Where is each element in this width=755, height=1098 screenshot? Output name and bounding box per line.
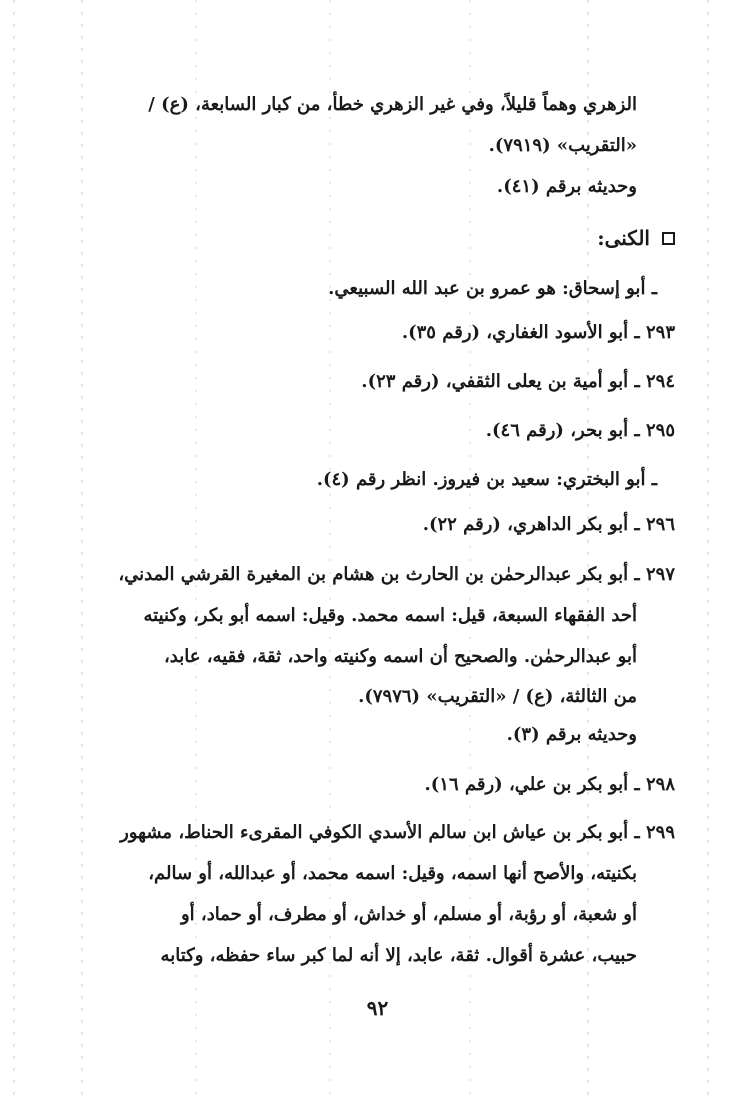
entry-293: ٢٩٣ ـ أبو الأسود الغفاري، (رقم ٣٥). <box>401 322 675 343</box>
text-line: حبيب، عشرة أقوال. ثقة، عابد، إلا أنه لما كبر ساء حفظه، وكتابه <box>160 945 637 966</box>
entry-297: ٢٩٧ ـ أبو بكر عبدالرحمٰن بن الحارث بن هشام بن المغيرة القرشي المدني، <box>118 564 675 585</box>
text-line: من الثالثة، (ع) / «التقريب» (٧٩٧٦). <box>358 686 637 707</box>
text-line: بكنيته، والأصح أنها اسمه، وقيل: اسمه محمد، أو عبدالله، أو سالم، <box>148 863 637 884</box>
page-number: ٩٢ <box>366 996 389 1020</box>
kuna-heading <box>597 225 675 251</box>
text-line: ـ أبو إسحاق: هو عمرو بن عبد الله السبيعي. <box>328 278 657 299</box>
entry-299: ٢٩٩ ـ أبو بكر بن عياش ابن سالم الأسدي الكوفي المقرىء الحناط، مشهور <box>120 822 675 843</box>
text-line: أبو عبدالرحمٰن. والصحيح أن اسمه وكنيته واحد، ثقة، فقيه، عابد، <box>163 646 637 667</box>
text-line: أو شعبة، أو رؤبة، أو مسلم، أو خداش، أو مطرف، أو حماد، أو <box>180 904 637 925</box>
square-icon <box>662 232 675 245</box>
text-line: وحديثه برقم (٣). <box>506 724 637 745</box>
entry-298: ٢٩٨ ـ أبو بكر بن علي، (رقم ١٦). <box>424 774 675 795</box>
text-line: ـ أبو البختري: سعيد بن فيروز. انظر رقم (٤). <box>316 469 657 490</box>
kuna-heading-text: الكنى: <box>597 226 650 250</box>
text-line: وحديثه برقم (٤١). <box>496 176 637 197</box>
entry-296: ٢٩٦ ـ أبو بكر الداهري، (رقم ٢٢). <box>422 514 675 535</box>
text-line: أحد الفقهاء السبعة، قيل: اسمه محمد. وقيل: اسمه أبو بكر، وكنيته <box>143 605 637 626</box>
text-line: «التقريب» (٧٩١٩). <box>488 135 637 156</box>
entry-295: ٢٩٥ ـ أبو بحر، (رقم ٤٦). <box>485 420 675 441</box>
entry-294: ٢٩٤ ـ أبو أمية بن يعلى الثقفي، (رقم ٢٣). <box>361 371 675 392</box>
text-line: الزهري وهماً قليلاً، وفي غير الزهري خطأ، من كبار السابعة، (ع) / <box>148 94 637 115</box>
